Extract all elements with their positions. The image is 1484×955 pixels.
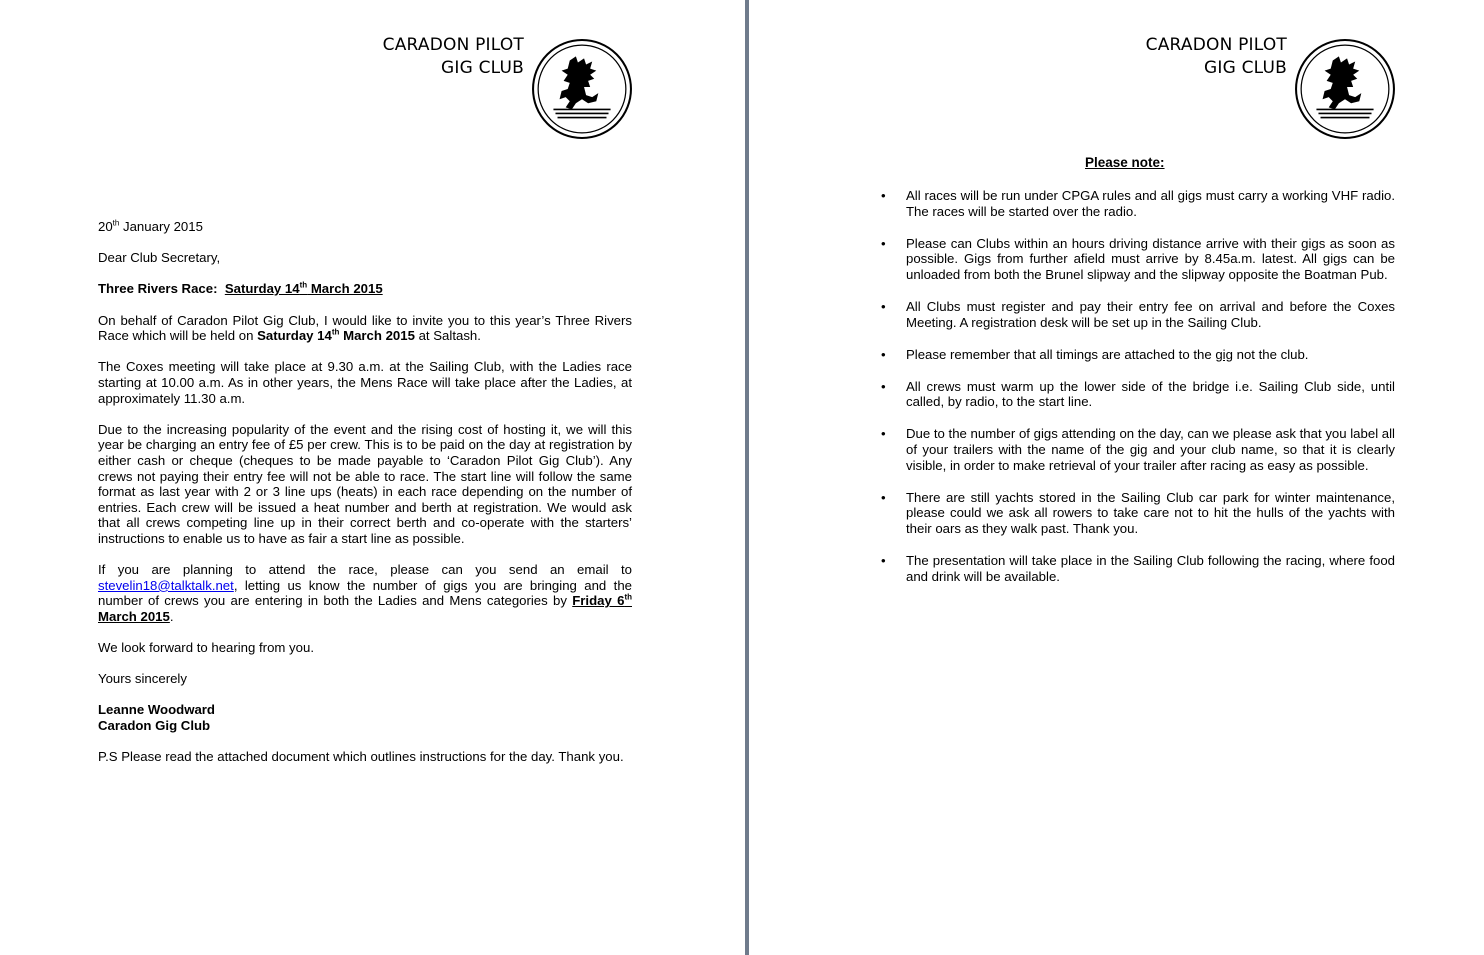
club-name-line1: CARADON PILOT — [1145, 35, 1287, 55]
notes-page — [749, 0, 1484, 955]
club-name-line1: CARADON PILOT — [382, 35, 524, 55]
club-name-header — [1123, 34, 1287, 80]
club-name-header — [360, 34, 524, 80]
bullet-icon: • — [881, 553, 886, 568]
bullet-icon: • — [881, 426, 886, 442]
bullet-icon: • — [881, 298, 886, 314]
club-name-line2: GIG CLUB — [1204, 58, 1287, 78]
bullet-icon: • — [881, 188, 886, 203]
paragraph-registration: If you are planning to attend the race, please can you send an email to stevelin18@talktalk.net, letting us know the number of gigs you are bringing and the number of crews you are entering in both the Ladies and Mens categories by Friday 6th March 2015. — [98, 562, 632, 624]
notes-heading: Please note: — [1085, 155, 1165, 170]
postscript: P.S Please read the attached document which outlines instructions for the day. Thank you. — [98, 749, 624, 765]
list-item: • Please remember that all timings are attached to the gig not the club. — [881, 346, 1309, 362]
signature-name: Leanne Woodward — [98, 702, 215, 718]
letter-date: 20th January 2015 — [98, 218, 203, 234]
paragraph-closing-line: We look forward to hearing from you. — [98, 640, 314, 656]
club-name-line2: GIG CLUB — [441, 58, 524, 78]
notes-list — [881, 188, 1395, 601]
letter-body — [98, 219, 632, 780]
list-item: • Please can Clubs within an hours driving distance arrive with their gigs as soon as possible. Gigs from further afield must arrive by 8.45a.m. latest. All gigs can be unloaded from both the Brunel slipway and the slipway opposite the Boatman Pub. — [881, 235, 1395, 282]
lion-rampant-logo-icon — [531, 38, 633, 140]
lion-rampant-logo-icon — [1294, 38, 1396, 140]
bullet-icon: • — [881, 378, 886, 394]
list-item: • Due to the number of gigs attending on the day, can we please ask that you label all of your trailers with the name of the gig and your club name, so that it is clearly visible, in order to make retrieval of your trailer after racing as easy as possible. — [881, 426, 1395, 473]
list-item: • The presentation will take place in the Sailing Club following the racing, where food and drink will be available. — [881, 553, 1395, 584]
list-item: • All crews must warm up the lower side of the bridge i.e. Sailing Club side, until called, by radio, to the start line. — [881, 378, 1395, 410]
list-item: • There are still yachts stored in the Sailing Club car park for winter maintenance, please could we ask all rowers to take care not to hit the hulls of the yachts with their oars as they walk past. Thank you. — [881, 489, 1395, 536]
list-item: • All Clubs must register and pay their entry fee on arrival and before the Coxes Meeting. A registration desk will be set up in the Sailing Club. — [881, 298, 1395, 330]
letter-subject: Three Rivers Race: Saturday 14th March 2015 — [98, 280, 383, 297]
bullet-icon: • — [881, 346, 886, 362]
paragraph-schedule: The Coxes meeting will take place at 9.30 a.m. at the Sailing Club, with the Ladies race starting at 10.00 a.m. As in other years, the Mens Race will take place after the Ladies, at approximately 11.30 a.m. — [98, 359, 632, 406]
list-item: • All races will be run under CPGA rules and all gigs must carry a working VHF radio. The races will be started over the radio. — [881, 188, 1395, 219]
email-link[interactable]: stevelin18@talktalk.net — [98, 577, 234, 593]
salutation: Dear Club Secretary, — [98, 250, 221, 266]
paragraph-entry-fee: Due to the increasing popularity of the event and the rising cost of hosting it, we will this year be charging an entry fee of £5 per crew. This is to be paid on the day at registration by either cash or cheque (cheques to be made payable to ‘Caradon Pilot Gig Club’). Any crews not paying their entry fee will not be able to race. The start line will follow the same format as last year with 2 or 3 line ups (heats) in each race depending on the number of entries. Each crew will be issued a heat number and berth at registration. We would ask that all crews competing line up in their correct berth and co-operate with the starters’ instructions to enable us to have as fair a start line as possible. — [98, 421, 632, 546]
closing: Yours sincerely — [98, 671, 187, 687]
signature-club: Caradon Gig Club — [98, 718, 211, 733]
bullet-icon: • — [881, 235, 886, 251]
paragraph-invitation: On behalf of Caradon Pilot Gig Club, I would like to invite you to this year’s Three Rivers Race which will be held on Saturday 14th March 2015 at Saltash. — [98, 312, 632, 344]
signature — [98, 702, 632, 733]
bullet-icon: • — [881, 489, 886, 505]
